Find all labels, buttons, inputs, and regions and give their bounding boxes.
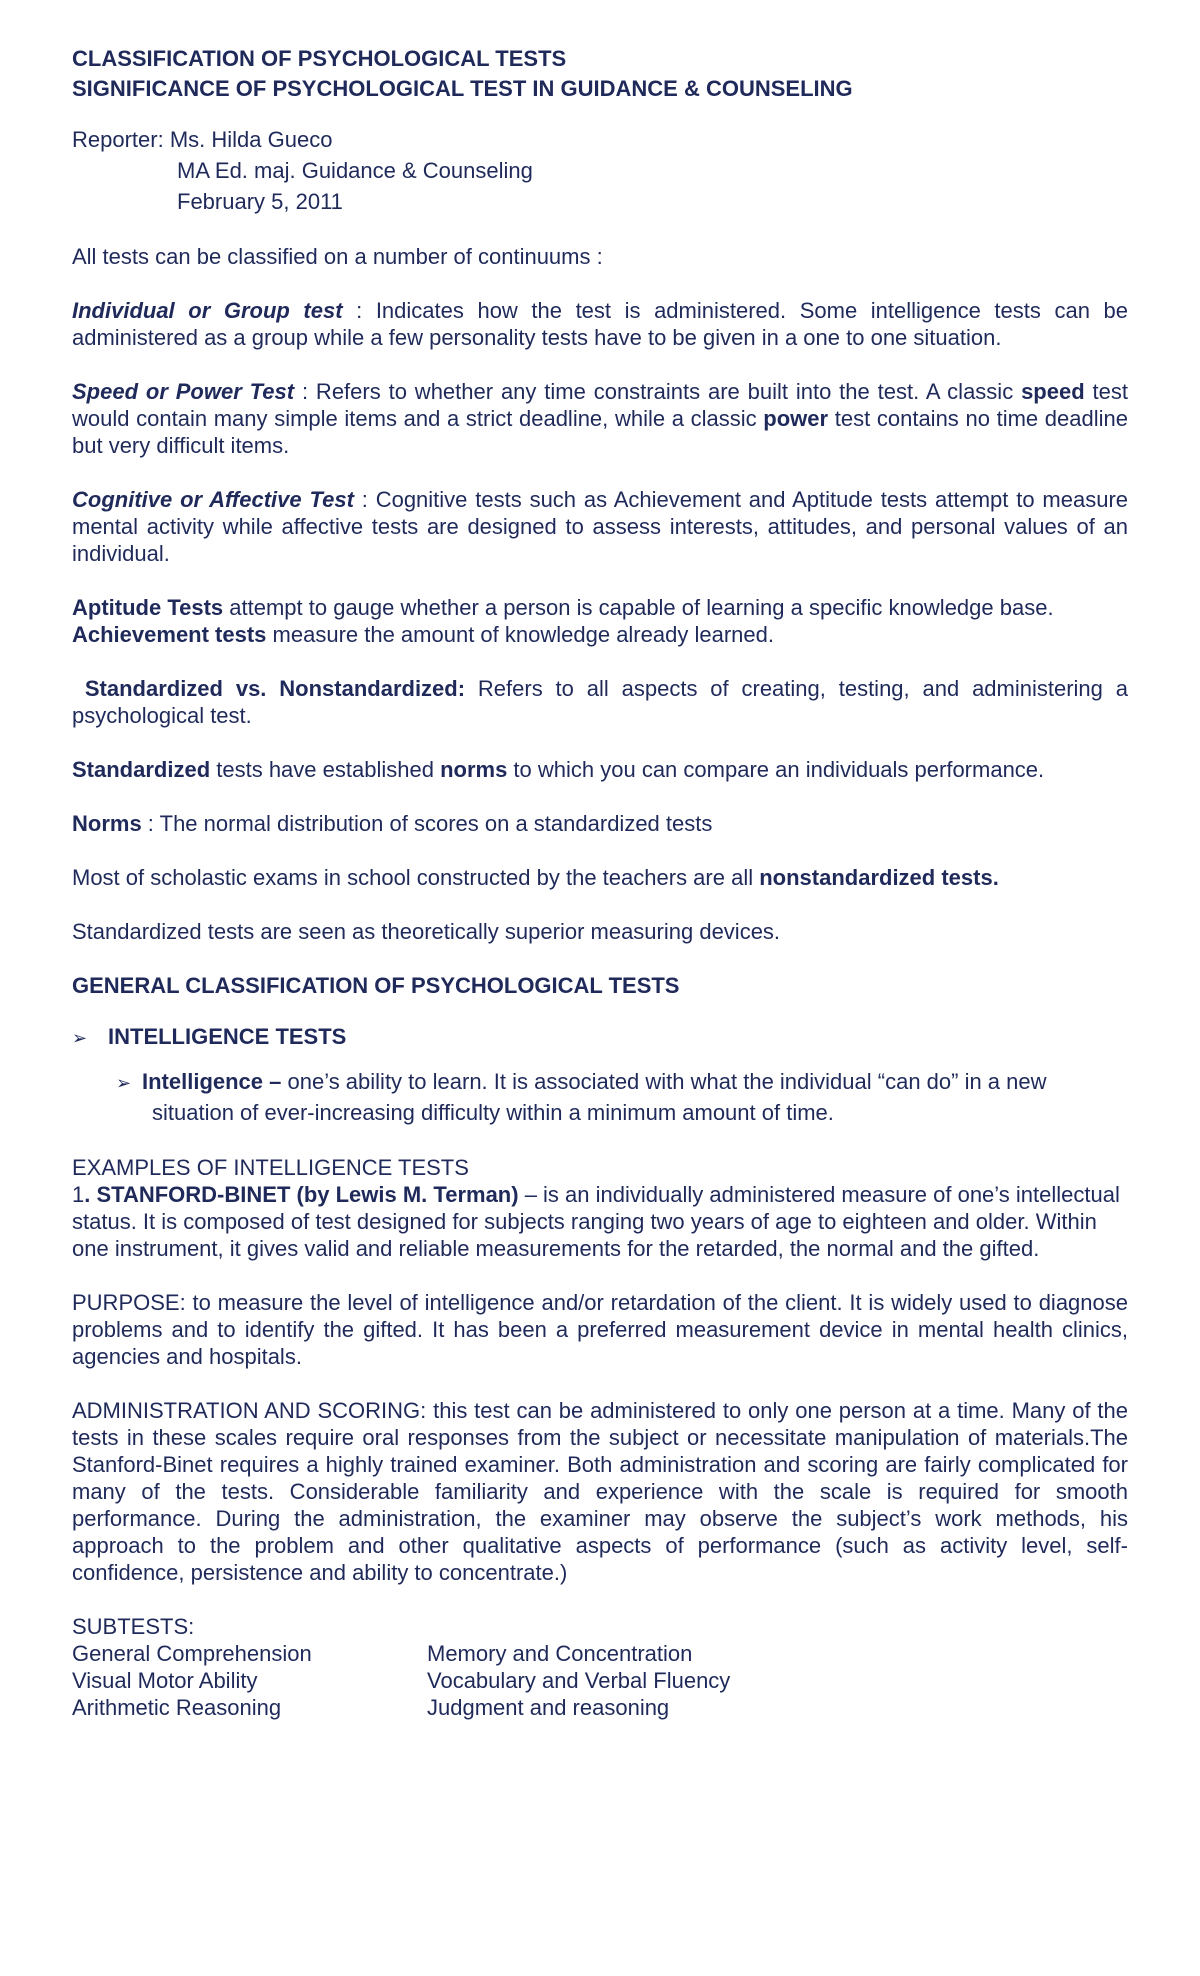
reporter-name: Ms. Hilda Gueco [169, 127, 333, 152]
speed-power-text-2: test would contain many simple items and a strict deadline, while a classic [72, 379, 1128, 431]
cognitive-affective-paragraph [72, 486, 1128, 567]
aptitude-term: Aptitude Tests [72, 595, 224, 620]
examples-heading: EXAMPLES OF INTELLIGENCE TESTS [72, 1155, 469, 1180]
individual-group-paragraph [72, 297, 1128, 351]
speed-power-text-1: : Refers to whether any time constraints are built into the test. A classic [294, 379, 1022, 404]
subtest-item: Vocabulary and Verbal Fluency [427, 1668, 731, 1693]
arrow-bullet-icon: ➢ [72, 1028, 88, 1048]
subtest-item: Memory and Concentration [427, 1641, 693, 1666]
reporter-line [72, 124, 1128, 155]
standardized-paragraph [72, 756, 1128, 783]
scholastic-text: Most of scholastic exams in school constructed by the teachers are all [72, 865, 760, 890]
speed-power-text-3: test contains no time deadline but very difficult items. [72, 406, 1128, 458]
aptitude-text: attempt to gauge whether a person is capable of learning a specific knowledge base. [223, 595, 1054, 620]
general-classification-heading: GENERAL CLASSIFICATION OF PSYCHOLOGICAL TESTS [72, 973, 680, 998]
aptitude-paragraph [72, 594, 1128, 648]
intro-paragraph: All tests can be classified on a number of continuums : [72, 244, 603, 269]
standardized-term: Standardized [72, 757, 211, 782]
intelligence-text-2: situation of ever-increasing difficulty within a minimum amount of time. [152, 1100, 834, 1125]
stanford-text: – is an individually administered measure of one’s intellectual status. It is composed of test designed for subjects ranging two years of age to eighteen and older. Within one instrument, it gives valid and reliable measurements for the retarded, the normal and the gifted. [72, 1182, 1120, 1261]
reporter-block [72, 124, 1128, 217]
stanford-term: . STANFORD-BINET (by Lewis M. Terman) [84, 1182, 519, 1207]
subtests-heading: SUBTESTS: [72, 1614, 195, 1639]
subtests-list [72, 1640, 1128, 1721]
document-title: CLASSIFICATION OF PSYCHOLOGICAL TESTS [72, 46, 567, 71]
scholastic-paragraph [72, 864, 1128, 891]
intelligence-tests-bullet [72, 1023, 1128, 1052]
standardized-text-1: tests have established [210, 757, 441, 782]
individual-group-text: : Indicates how the test is administered. Some intelligence tests can be administered as a group while a few personality tests have to be given in a one to one situation. [72, 298, 1128, 350]
standardized-vs-paragraph [72, 675, 1128, 729]
standardized-text-2: to which you can compare an individuals performance. [507, 757, 1045, 782]
intelligence-tests-heading: INTELLIGENCE TESTS [108, 1024, 347, 1049]
subtest-item: Judgment and reasoning [427, 1695, 670, 1720]
stanford-binet-paragraph [72, 1181, 1128, 1262]
document-body [72, 44, 1128, 1721]
purpose-paragraph: PURPOSE: to measure the level of intelligence and/or retardation of the client. It is widely used to diagnose problems and to identify the gifted. It has been a preferred measurement device in mental health clinics, agencies and hospitals. [72, 1290, 1128, 1369]
subtest-item: Visual Motor Ability [72, 1668, 258, 1693]
administration-paragraph: ADMINISTRATION AND SCORING: this test can be administered to only one person at a time. Many of the tests in these scales require oral responses from the subject or necessitate manipulation of materials.The Stanford-Binet requires a highly trained examiner. Both administration and scoring are fairly complicated for many of the tests. Considerable familiarity and experience with the scale is required for smooth performance. During the administration, the examiner may observe the subject’s work methods, his approach to the problem and other qualitative aspects of performance (such as activity level, self-confidence, persistence and ability to concentrate.) [72, 1398, 1128, 1585]
norms-bold: norms [440, 757, 508, 782]
arrow-bullet-icon: ➢ [116, 1073, 132, 1093]
subtest-item: General Comprehension [72, 1641, 312, 1666]
superior-paragraph: Standardized tests are seen as theoretically superior measuring devices. [72, 919, 781, 944]
stanford-num: 1 [72, 1182, 85, 1207]
speed-power-paragraph [72, 378, 1128, 459]
power-bold: power [763, 406, 829, 431]
individual-group-term: Individual or Group test [72, 298, 343, 323]
achievement-term: Achievement tests [72, 622, 267, 647]
intelligence-text-1: one’s ability to learn. It is associated with what the individual “can do” in a new [281, 1069, 1047, 1094]
cognitive-affective-text: : Cognitive tests such as Achievement and Aptitude tests attempt to measure mental activity while affective tests are designed to assess interests, attitudes, and personal values of an individual. [72, 487, 1128, 566]
intelligence-definition [72, 1066, 1128, 1128]
standardized-vs-term: Standardized vs. Nonstandardized: [72, 676, 466, 701]
standardized-vs-text: Refers to all aspects of creating, testing, and administering a psychological test. [72, 676, 1128, 728]
document-subtitle: SIGNIFICANCE OF PSYCHOLOGICAL TEST IN GUIDANCE & COUNSELING [72, 76, 853, 101]
speed-bold: speed [1021, 379, 1085, 404]
reporter-label: Reporter: [72, 127, 164, 152]
cognitive-affective-term: Cognitive or Affective Test [72, 487, 354, 512]
achievement-text: measure the amount of knowledge already learned. [266, 622, 774, 647]
norms-paragraph [72, 810, 1128, 837]
subtest-item: Arithmetic Reasoning [72, 1695, 282, 1720]
norms-term: Norms [72, 811, 142, 836]
nonstandardized-bold: nonstandardized tests. [759, 865, 999, 890]
reporter-date: February 5, 2011 [177, 189, 343, 214]
intelligence-term: Intelligence – [142, 1069, 282, 1094]
speed-power-term: Speed or Power Test [72, 379, 295, 404]
norms-text: : The normal distribution of scores on a standardized tests [141, 811, 713, 836]
reporter-degree: MA Ed. maj. Guidance & Counseling [177, 158, 533, 183]
